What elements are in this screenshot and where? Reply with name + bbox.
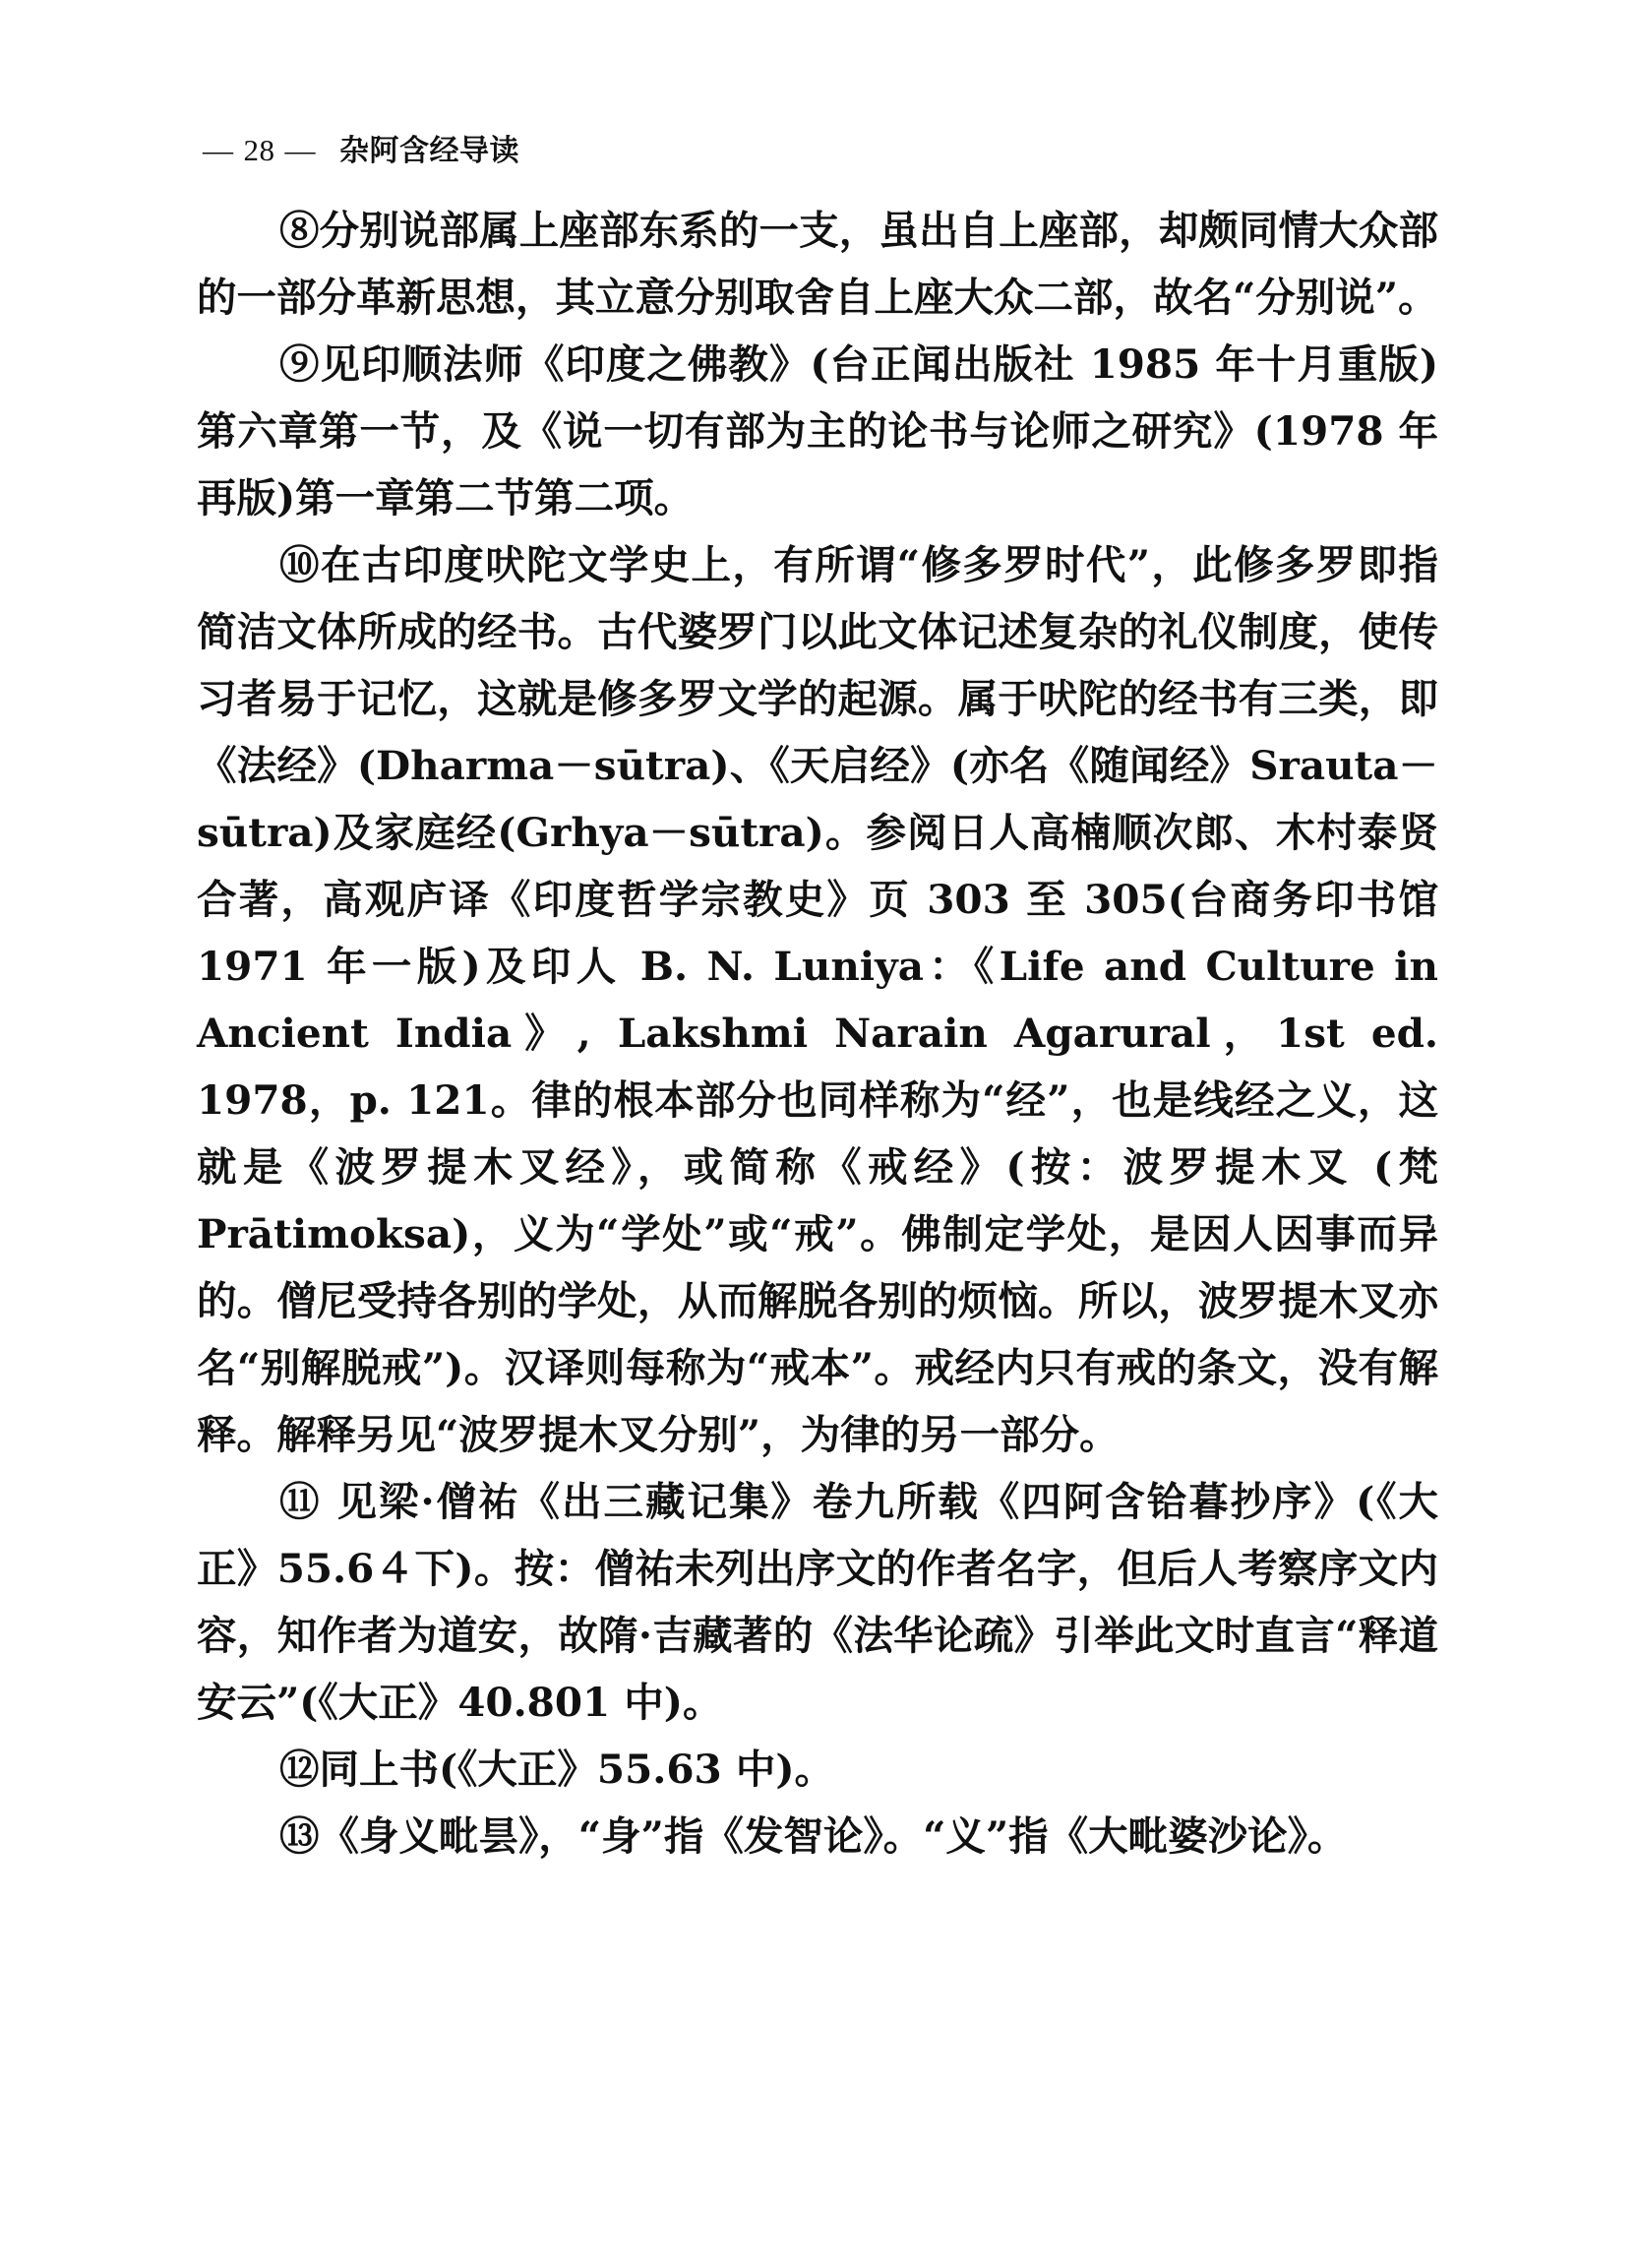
book-title: 杂阿含经导读 [339, 134, 519, 168]
footnote-paragraph-12: ⑫同上书(《大正》55.63 中)。 [279, 1746, 834, 1793]
header-left-dash: — [203, 133, 234, 167]
header-right-dash: — [284, 133, 316, 167]
footnote-paragraph-10: ⑩在古印度吠陀文学史上，有所谓“修多罗时代”，此修多罗即指简洁文体所成的经书。古代婆罗门以此文体记述复杂的礼仪制度，使传习者易于记忆，这就是修多罗文学的起源。属于吠陀的经书有三类，即《法经》(Dharma－sūtra)、《天启经》(亦名《随闻经》Srauta－sūtra)及家庭经(Grhya－sūtra)。参阅日人高楠顺次郎、木村泰贤合著，高观庐译《印度哲学宗教史》页 303 至 305(台商务印书馆 1971 年一版)及印人 B. N. Luniya：《Life and Culture in Ancient India》, Lakshmi Narain Agarural，1st ed. 1978，p. 121。律的根本部分也同样称为“经”，也是线经之义，这就是《波罗提木叉经》，或简称《戒经》(按：波罗提木叉 (梵 Prātimoksa)，义为“学处”或“戒”。佛制定学处，是因人因事而异的。僧尼受持各别的学处，从而解脱各别的烦恼。所以，波罗提木叉亦名“别解脱戒”)。汉译则每称为“戒本”。戒经内只有戒的条文，没有解释。解释另见“波罗提木叉分别”，为律的另一部分。 [197, 541, 1438, 1458]
footnote-paragraph-9: ⑨见印顺法师《印度之佛教》(台正闻出版社 1985 年十月重版)第六章第一节，及《说一切有部为主的论书与论师之研究》(1978 年再版)第一章第二节第二项。 [197, 340, 1438, 521]
footnotes-body [197, 197, 1438, 1870]
page-number: 28 [243, 133, 275, 167]
footnote-paragraph-8: ⑧分别说部属上座部东系的一支，虽出自上座部，却颇同情大众部的一部分革新思想，其立意分别取舍自上座大众二部，故名“分别说”。 [197, 207, 1438, 321]
page-header [197, 126, 1476, 169]
footnote-paragraph-11: ⑪ 见梁·僧祐《出三藏记集》卷九所载《四阿含铪暮抄序》(《大正》55.6４下)。按：僧祐未列出序文的作者名字，但后人考察序文内容，知作者为道安，故隋·吉藏著的《法华论疏》引举此文时直言“释道安云”(《大正》40.801 中)。 [197, 1478, 1438, 1726]
footnote-paragraph-13: ⑬《身义毗昙》，“身”指《发智论》。“义”指《大毗婆沙论》。 [279, 1812, 1348, 1860]
